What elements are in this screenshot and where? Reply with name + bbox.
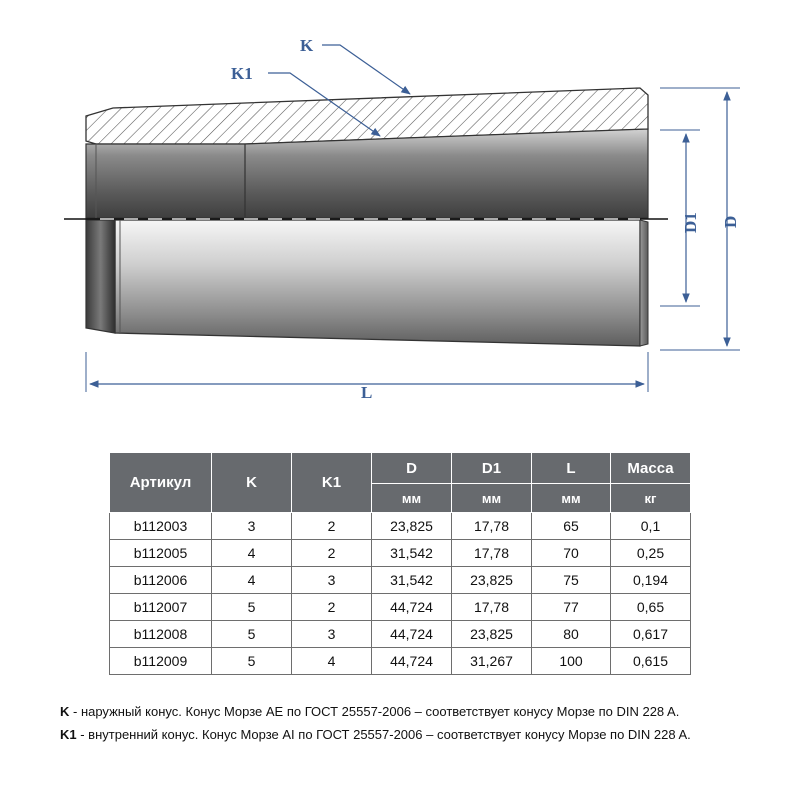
cell-d: 31,542	[372, 567, 452, 594]
cell-d: 31,542	[372, 540, 452, 567]
cell-k1: 2	[292, 594, 372, 621]
outer-body	[115, 220, 640, 346]
cell-article: b112007	[110, 594, 212, 621]
l-label: L	[361, 383, 373, 402]
cell-d1: 23,825	[452, 621, 532, 648]
cell-l: 80	[532, 621, 611, 648]
cell-d1: 17,78	[452, 594, 532, 621]
header-l: L	[532, 453, 611, 484]
cell-k: 3	[212, 513, 292, 540]
cell-l: 77	[532, 594, 611, 621]
d1-label: D1	[681, 212, 700, 233]
table-row	[110, 648, 691, 675]
cell-mass: 0,1	[611, 513, 691, 540]
k1-label: K1	[231, 64, 253, 83]
cell-l: 75	[532, 567, 611, 594]
header-mass: Масса	[611, 453, 691, 484]
spec-table	[109, 452, 691, 675]
cell-k: 4	[212, 540, 292, 567]
table-header-row	[110, 453, 691, 484]
table-row	[110, 540, 691, 567]
footnote-k1-text: - внутренний конус. Конус Морзе AI по ГОСТ 25557-2006 – соответствует конусу Морзе по DIN 228 A.	[76, 727, 691, 742]
cell-k: 4	[212, 567, 292, 594]
footnote-k-key: K	[60, 704, 70, 719]
k-leader-line	[322, 45, 410, 94]
cell-k: 5	[212, 621, 292, 648]
unit-mass: кг	[611, 484, 691, 513]
k-label: K	[300, 36, 314, 55]
cell-l: 70	[532, 540, 611, 567]
cell-mass: 0,194	[611, 567, 691, 594]
d-label: D	[721, 215, 740, 228]
cell-article: b112003	[110, 513, 212, 540]
table-row	[110, 594, 691, 621]
cell-l: 100	[532, 648, 611, 675]
cell-article: b112005	[110, 540, 212, 567]
cell-mass: 0,617	[611, 621, 691, 648]
cell-k: 5	[212, 594, 292, 621]
cell-article: b112006	[110, 567, 212, 594]
cell-d1: 23,825	[452, 567, 532, 594]
cell-d: 23,825	[372, 513, 452, 540]
unit-l: мм	[532, 484, 611, 513]
unit-d: мм	[372, 484, 452, 513]
cell-l: 65	[532, 513, 611, 540]
header-d1: D1	[452, 453, 532, 484]
cell-mass: 0,25	[611, 540, 691, 567]
cell-d: 44,724	[372, 648, 452, 675]
cell-d1: 17,78	[452, 513, 532, 540]
unit-d1: мм	[452, 484, 532, 513]
cell-d: 44,724	[372, 621, 452, 648]
header-k1: K1	[292, 453, 372, 513]
cell-k1: 3	[292, 621, 372, 648]
footnote-k-text: - наружный конус. Конус Морзе АЕ по ГОСТ 25557-2006 – соответствует конусу Морзе по DIN 228 A.	[69, 704, 680, 719]
table-row	[110, 567, 691, 594]
table-row	[110, 621, 691, 648]
body-end-cap	[640, 220, 648, 346]
footnote-k1	[60, 723, 691, 746]
table-row	[110, 513, 691, 540]
cell-article: b112009	[110, 648, 212, 675]
cell-article: b112008	[110, 621, 212, 648]
cell-d1: 17,78	[452, 540, 532, 567]
cell-k1: 4	[292, 648, 372, 675]
header-k: K	[212, 453, 292, 513]
cell-d1: 31,267	[452, 648, 532, 675]
header-article: Артикул	[110, 453, 212, 513]
small-end-ring	[86, 220, 115, 333]
cell-k1: 2	[292, 540, 372, 567]
cell-d: 44,724	[372, 594, 452, 621]
cell-mass: 0,65	[611, 594, 691, 621]
cell-k1: 3	[292, 567, 372, 594]
footnote-k1-key: K1	[60, 727, 77, 742]
header-d: D	[372, 453, 452, 484]
cell-k1: 2	[292, 513, 372, 540]
cell-mass: 0,615	[611, 648, 691, 675]
footnotes	[60, 700, 691, 746]
cell-k: 5	[212, 648, 292, 675]
footnote-k	[60, 700, 691, 723]
